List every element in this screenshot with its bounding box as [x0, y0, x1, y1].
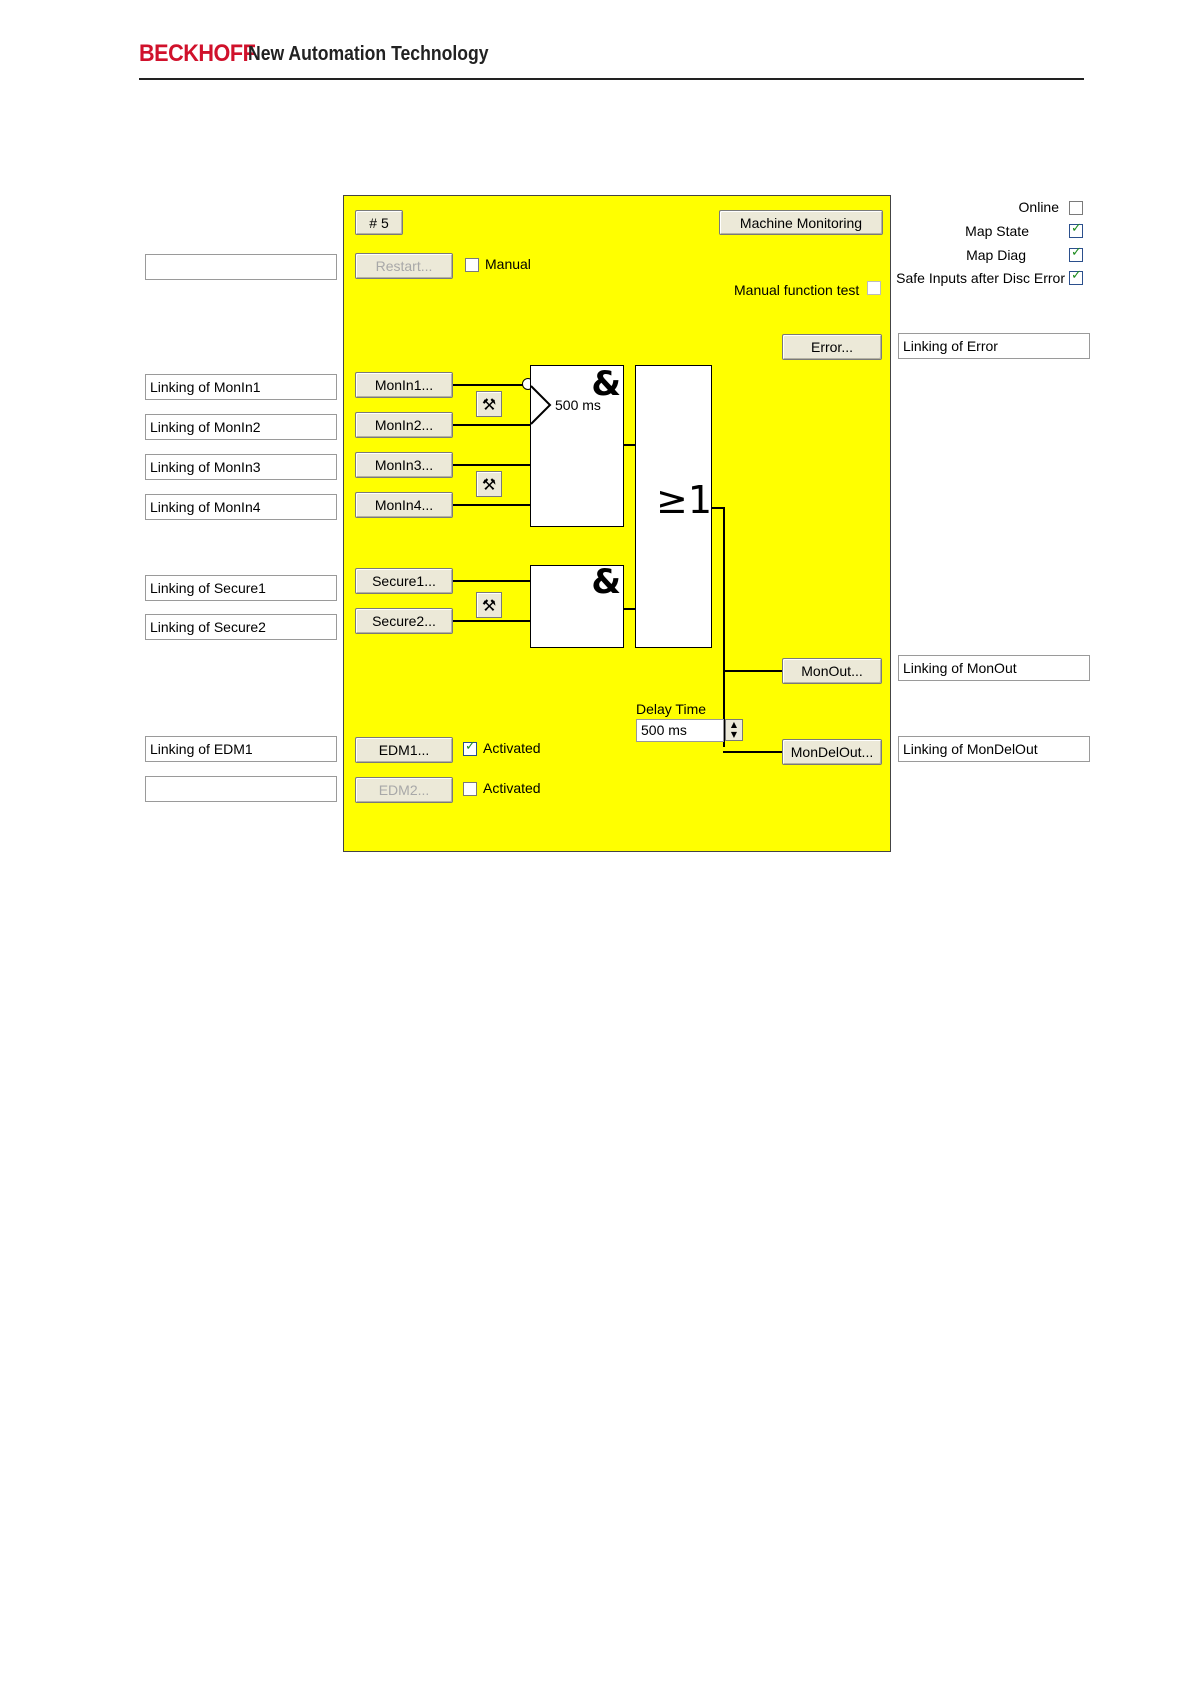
- wire-monin3: [453, 464, 530, 466]
- error-button[interactable]: Error...: [782, 334, 882, 360]
- wire-monin4: [453, 504, 530, 506]
- option-online-label: Online: [1018, 199, 1059, 215]
- and-symbol: &: [591, 562, 621, 602]
- machine-monitoring-button[interactable]: Machine Monitoring: [719, 210, 883, 235]
- link-monin4-field[interactable]: Linking of MonIn4: [145, 494, 337, 520]
- brand-logo: BECKHOFF: [139, 40, 256, 67]
- manual-function-test-label: Manual function test: [734, 282, 860, 298]
- edm2-activated-checkbox[interactable]: [463, 782, 477, 796]
- option-map-state-label: Map State: [965, 223, 1029, 239]
- link-error-field[interactable]: Linking of Error: [898, 333, 1090, 359]
- wire-out-vertical: [723, 507, 725, 747]
- wire-secure1: [453, 580, 530, 582]
- link-mondelout-field[interactable]: Linking of MonDelOut: [898, 736, 1090, 762]
- option-map-state-checkbox[interactable]: [1069, 224, 1083, 238]
- mondelout-button[interactable]: MonDelOut...: [782, 739, 882, 765]
- monin4-button[interactable]: MonIn4...: [355, 492, 453, 518]
- link-edm2-field[interactable]: [145, 776, 337, 802]
- and-symbol: &: [591, 364, 621, 404]
- link-monin2-field[interactable]: Linking of MonIn2: [145, 414, 337, 440]
- option-map-diag-label: Map Diag: [966, 247, 1026, 263]
- link-monin1-field[interactable]: Linking of MonIn1: [145, 374, 337, 400]
- and-block-monin: [530, 365, 624, 527]
- secure2-button[interactable]: Secure2...: [355, 608, 453, 634]
- delay-time-input[interactable]: 500 ms: [636, 719, 724, 742]
- option-map-diag-checkbox[interactable]: [1069, 248, 1083, 262]
- manual-function-test-checkbox[interactable]: [867, 281, 881, 295]
- link-edm1-field[interactable]: Linking of EDM1: [145, 736, 337, 762]
- or-symbol: ≥1: [656, 478, 713, 522]
- tools-icon[interactable]: ⚒: [476, 471, 502, 497]
- wire-monout: [723, 670, 782, 672]
- wire-monin2: [453, 424, 530, 426]
- manual-checkbox[interactable]: [465, 258, 479, 272]
- and-block-secure: [530, 562, 624, 648]
- link-monout-field[interactable]: Linking of MonOut: [898, 655, 1090, 681]
- monout-button[interactable]: MonOut...: [782, 658, 882, 684]
- edm1-activated-label: Activated: [483, 740, 541, 756]
- monin1-button[interactable]: MonIn1...: [355, 372, 453, 398]
- delay-time-spinner[interactable]: [725, 719, 743, 741]
- block-delay-label: 500 ms: [555, 397, 601, 413]
- wire-secure2: [453, 620, 530, 622]
- wire-monin1: [453, 384, 524, 386]
- brand-tagline: New Automation Technology: [248, 43, 489, 65]
- tools-icon[interactable]: ⚒: [476, 391, 502, 417]
- tools-icon[interactable]: ⚒: [476, 592, 502, 618]
- delay-time-label: Delay Time: [636, 701, 707, 717]
- option-safe-inputs-checkbox[interactable]: [1069, 271, 1083, 285]
- wire-mondelout: [723, 751, 782, 753]
- link-restart-field[interactable]: [145, 254, 337, 280]
- option-online-checkbox[interactable]: [1069, 201, 1083, 215]
- link-secure2-field[interactable]: Linking of Secure2: [145, 614, 337, 640]
- monin3-button[interactable]: MonIn3...: [355, 452, 453, 478]
- monin2-button[interactable]: MonIn2...: [355, 412, 453, 438]
- secure1-button[interactable]: Secure1...: [355, 568, 453, 594]
- edm1-activated-checkbox[interactable]: [463, 742, 477, 756]
- or-block: [635, 365, 712, 648]
- edm1-button[interactable]: EDM1...: [355, 737, 453, 763]
- function-block-panel: [343, 195, 891, 852]
- spin-up-icon[interactable]: ▲: [730, 720, 738, 729]
- manual-label: Manual: [485, 256, 531, 272]
- restart-button[interactable]: Restart...: [355, 253, 453, 279]
- edm2-button[interactable]: EDM2...: [355, 777, 453, 803]
- option-safe-inputs-label: Safe Inputs after Disc Error: [896, 270, 1065, 286]
- edm2-activated-label: Activated: [483, 780, 541, 796]
- link-secure1-field[interactable]: Linking of Secure1: [145, 575, 337, 601]
- spin-down-icon[interactable]: ▼: [730, 730, 738, 739]
- header-divider: [139, 78, 1084, 80]
- edge-trigger-icon: [530, 385, 552, 425]
- link-monin3-field[interactable]: Linking of MonIn3: [145, 454, 337, 480]
- instance-number-button[interactable]: # 5: [355, 210, 403, 235]
